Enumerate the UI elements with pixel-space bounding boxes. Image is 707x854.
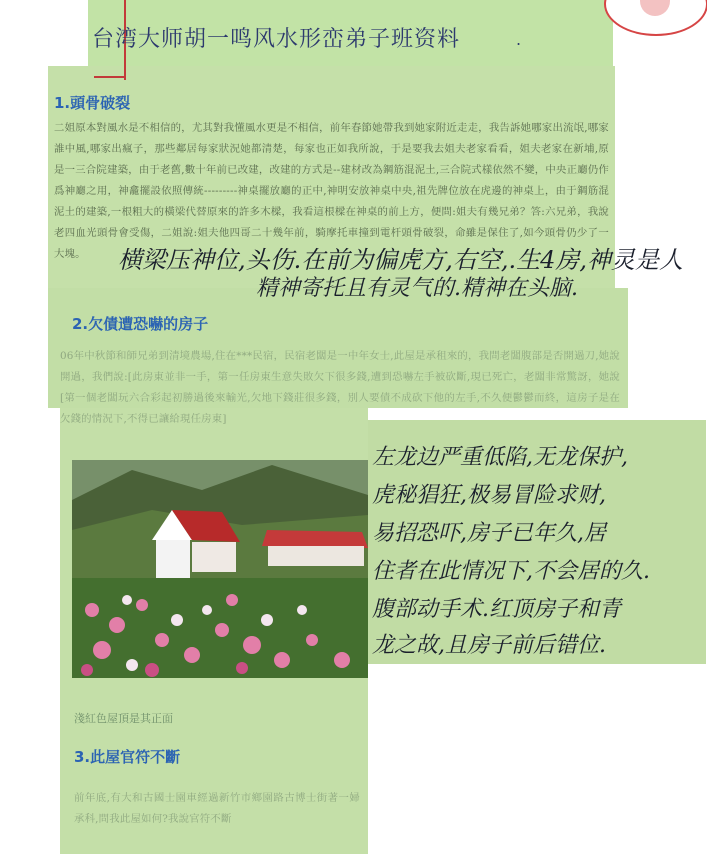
section-heading-2: 2.欠債遭恐嚇的房子 [72,315,209,333]
handwritten-note-line-1: 横梁压神位,头伤.在前为偏虎方,右空,.生4房,神灵是人 [118,246,684,274]
photo-caption: 淺紅色屋頂是其正面 [74,712,173,725]
handwritten-note-right-6: 龙之故,且房子前后错位. [372,633,606,658]
title-dot: . [516,30,522,49]
section-heading-3: 3.此屋官符不斷 [74,748,181,766]
stamp-seal-icon [604,0,707,36]
document-title: 台湾大师胡一鸣风水形峦弟子班资料 [92,27,461,52]
handwritten-note-right-2: 虎秘猖狂,极易冒险求财, [372,483,606,508]
section-paragraph-3: 前年底,有大和古國士園車經過新竹市鄉園路古博士街著一婦承科,問我此屋如何?我說官符不斷 [74,792,360,825]
handwritten-note-right-5: 腹部动手术.红顶房子和青 [372,597,621,622]
margin-red-line [94,76,126,78]
handwritten-note-line-2: 精神寄托且有灵气的.精神在头脑. [256,276,578,301]
house-photo [72,460,368,678]
handwritten-note-right-4: 住者在此情况下,不会居的久. [372,559,650,584]
section-heading-1: 1.頭骨破裂 [54,94,131,112]
handwritten-note-right-3: 易招恐吓,房子已年久,居 [372,521,606,546]
handwritten-note-right-1: 左龙边严重低陷,无龙保护, [372,445,628,470]
section-paragraph-2: 06年中秋節和師兄弟到清境農場,住在***民宿，民宿老闆是一中年女士,此屋是承租來的，我問老闆腹部是否開過刀,她說開過，我們說:[此房東並非一手，第一任房東生意失敗欠下很多錢,遭到恐嚇左手被砍斷,現已死亡，老闆非常驚訝，她說[第一個老闆玩六合彩起初勝過後來輸光,欠地下錢莊很多錢，別人要債不成砍下他的左手,不久便鬱鬱而終，這房子是在欠錢的情況下,不得已讓給現任房東] [60,350,620,425]
section-paragraph-1: 二姐原本對風水是不相信的，尤其對我懂風水更是不相信，前年春節她帶我到她家附近走走，我告訴她哪家出流氓,哪家誰中風,哪家出瘋子，那些鄰居每家狀況她都清楚，每家也正如我所說，于是要我去姐夫老家看看，姐夫老家在新埔,原是一三合院建築，由于老舊,數十年前已改建，改建的方式是--建材改為鋼筋混泥土,三合院式樣依然不變，中央正廳仍作爲神廳之用，神龕擺設依照傳統---------神桌擺放廳的正中,神明安放神桌中央,祖先牌位放在虎邊的神桌上，由于鋼筋混泥土的建築,一根粗大的橫梁代替原來的許多木樑，我看這根樑在神桌的前上方，便問:姐夫有幾兄弟？答:六兄弟，我說老四血光頭骨會受傷，二姐說:姐夫他四哥二十幾年前，騎摩托車撞到電杆頭骨破裂，命雖是保住了,如今頭骨仍少了一大塊。 [54,122,609,260]
